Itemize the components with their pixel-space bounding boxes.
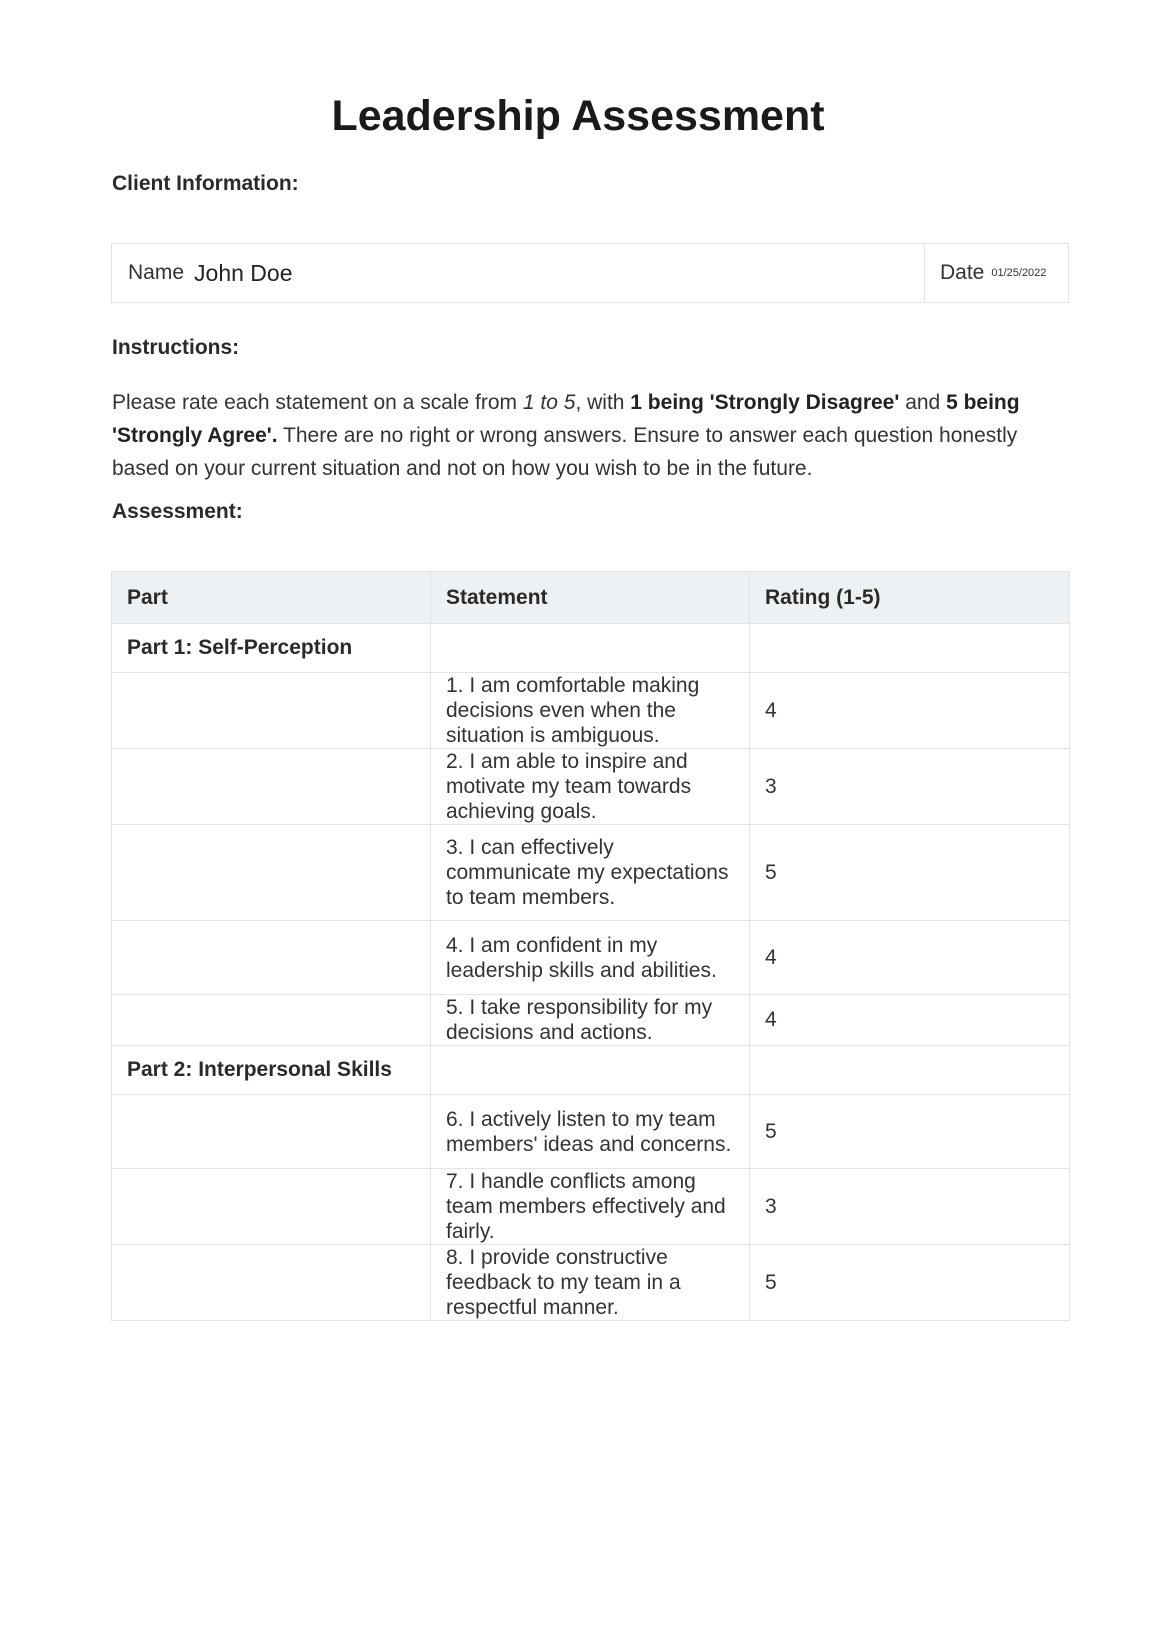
table-row — [112, 749, 1070, 825]
statement-cell: 7. I handle conflicts among team members effectively and fairly. — [431, 1169, 750, 1245]
client-info-box — [111, 243, 1069, 303]
empty-cell — [112, 825, 431, 921]
statement-cell: 2. I am able to inspire and motivate my team towards achieving goals. — [431, 749, 750, 825]
rating-cell[interactable]: 3 — [750, 1169, 1070, 1245]
column-header-part: Part — [112, 572, 431, 624]
date-label: Date — [940, 261, 985, 284]
part-name: Part 1: Self-Perception — [112, 624, 431, 673]
rating-cell[interactable]: 5 — [750, 1095, 1070, 1169]
statement-cell: 5. I take responsibility for my decisions and actions. — [431, 995, 750, 1046]
table-row — [112, 825, 1070, 921]
empty-cell — [431, 624, 750, 673]
client-information-heading: Client Information: — [112, 172, 299, 195]
table-row — [112, 1169, 1070, 1245]
empty-cell — [112, 995, 431, 1046]
name-label: Name — [128, 261, 185, 284]
table-row — [112, 673, 1070, 749]
empty-cell — [750, 1046, 1070, 1095]
column-header-statement: Statement — [431, 572, 750, 624]
rating-cell[interactable]: 5 — [750, 825, 1070, 921]
empty-cell — [431, 1046, 750, 1095]
table-row — [112, 995, 1070, 1046]
empty-cell — [112, 921, 431, 995]
statement-cell: 6. I actively listen to my team members' ideas and concerns. — [431, 1095, 750, 1169]
instructions-text: Please rate each statement on a scale from 1 to 5, with 1 being 'Strongly Disagree' and 5 being 'Strongly Agree'. There are no right or wrong answers. Ensure to answer each question honestly based on your current situation and not on how you wish to be in the future. — [112, 391, 1020, 480]
statement-cell: 8. I provide constructive feedback to my team in a respectful manner. — [431, 1245, 750, 1321]
date-field[interactable]: 01/25/2022 — [991, 267, 1047, 279]
rating-cell[interactable]: 3 — [750, 749, 1070, 825]
rating-cell[interactable]: 5 — [750, 1245, 1070, 1321]
name-field[interactable]: John Doe — [194, 259, 293, 286]
column-header-rating: Rating (1-5) — [750, 572, 1070, 624]
part-row-interpersonal-skills — [112, 1046, 1070, 1095]
table-row — [112, 1245, 1070, 1321]
statement-cell: 3. I can effectively communicate my expectations to team members. — [431, 825, 750, 921]
empty-cell — [112, 1245, 431, 1321]
rating-cell[interactable]: 4 — [750, 995, 1070, 1046]
table-row — [112, 921, 1070, 995]
empty-cell — [112, 1095, 431, 1169]
empty-cell — [750, 624, 1070, 673]
client-name-cell — [112, 244, 925, 302]
empty-cell — [112, 673, 431, 749]
part-row-self-perception — [112, 624, 1070, 673]
assessment-heading: Assessment: — [112, 500, 243, 523]
assessment-table — [111, 571, 1070, 1321]
instructions-heading: Instructions: — [112, 336, 240, 359]
table-header-row — [112, 572, 1070, 624]
empty-cell — [112, 1169, 431, 1245]
client-date-cell — [925, 244, 1068, 302]
statement-cell: 1. I am comfortable making decisions even when the situation is ambiguous. — [431, 673, 750, 749]
table-row — [112, 1095, 1070, 1169]
rating-cell[interactable]: 4 — [750, 673, 1070, 749]
rating-cell[interactable]: 4 — [750, 921, 1070, 995]
page-title: Leadership Assessment — [331, 92, 825, 140]
statement-cell: 4. I am confident in my leadership skills and abilities. — [431, 921, 750, 995]
part-name: Part 2: Interpersonal Skills — [112, 1046, 431, 1095]
empty-cell — [112, 749, 431, 825]
